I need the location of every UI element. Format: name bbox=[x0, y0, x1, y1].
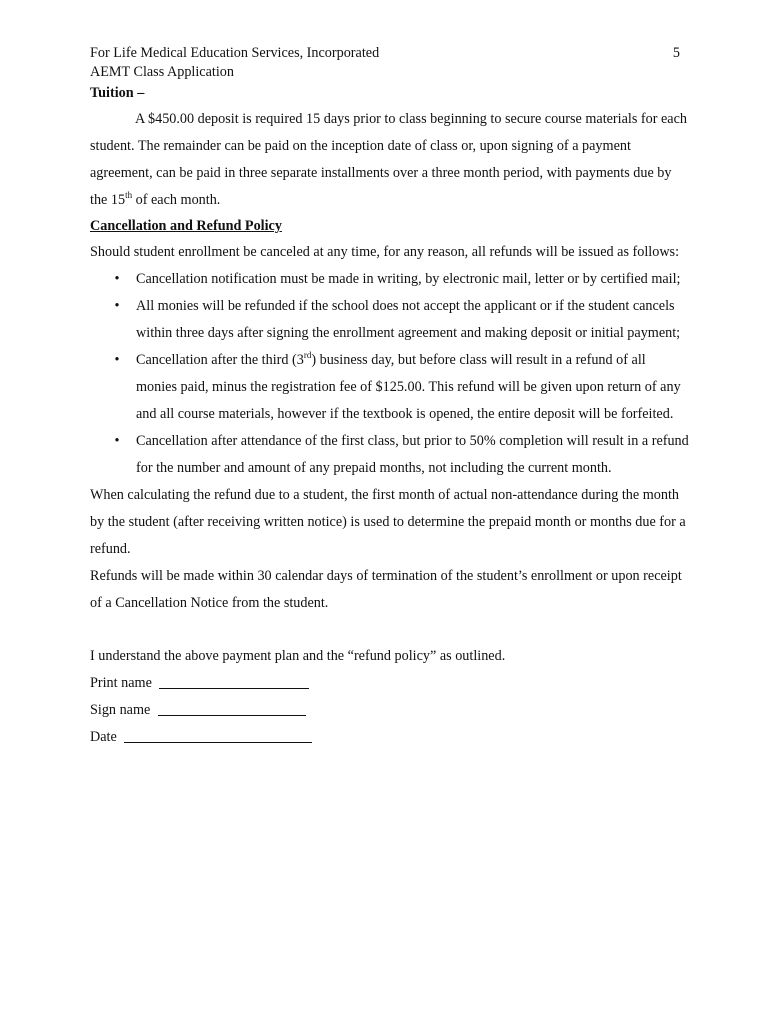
date-label: Date bbox=[90, 729, 117, 745]
date-field[interactable] bbox=[124, 728, 312, 743]
sign-name-label: Sign name bbox=[90, 702, 151, 718]
page-number: 5 bbox=[672, 45, 680, 61]
list-item bbox=[90, 428, 690, 482]
list-item-text: Cancellation after the third (3 bbox=[136, 352, 304, 368]
tuition-heading: Tuition – bbox=[90, 85, 145, 101]
document-page bbox=[90, 44, 690, 751]
refund-conditions-list bbox=[90, 266, 690, 482]
section-spacer bbox=[90, 617, 690, 643]
print-name-field[interactable] bbox=[159, 674, 309, 689]
print-name-label: Print name bbox=[90, 675, 152, 691]
list-item-text: All monies will be refunded if the school does not accept the applicant or if the student cancels within three days after signing the enrollment agreement and making deposit or initial payment; bbox=[136, 298, 681, 341]
signature-field[interactable] bbox=[158, 701, 306, 716]
organization-name: For Life Medical Education Services, Incorporated bbox=[90, 45, 380, 61]
tuition-text: A $450.00 deposit is required 15 days prior to class beginning to secure course materials for each student. The remainder can be paid on the inception date of class or, upon signing of a payment agreement, can be paid in three separate installments over a three month period, with payments due by the 15 bbox=[90, 111, 687, 208]
bullet-icon: • bbox=[114, 271, 120, 287]
tuition-text-end: of each month. bbox=[132, 192, 221, 208]
bullet-icon: • bbox=[114, 433, 120, 449]
list-item-text: Cancellation after attendance of the first class, but prior to 50% completion will result in a refund for the number and amount of any prepaid months, not including the current month. bbox=[136, 433, 689, 476]
bullet-icon: • bbox=[114, 352, 120, 368]
refund-calculation-paragraph: When calculating the refund due to a student, the first month of actual non-attendance during the month by the student (after receiving written notice) is used to determine the prepaid month or months due for a refund. bbox=[90, 487, 686, 557]
refund-intro: Should student enrollment be canceled at any time, for any reason, all refunds will be issued as follows: bbox=[90, 244, 680, 260]
list-item bbox=[90, 293, 690, 347]
bullet-icon: • bbox=[114, 298, 120, 314]
print-name-row bbox=[90, 670, 690, 697]
list-item bbox=[90, 347, 690, 428]
page-header bbox=[90, 44, 690, 63]
list-item bbox=[90, 266, 690, 293]
tuition-superscript: th bbox=[125, 190, 133, 200]
list-item-text: Cancellation notification must be made in writing, by electronic mail, letter or by certified mail; bbox=[136, 271, 681, 287]
acknowledgement-statement: I understand the above payment plan and the “refund policy” as outlined. bbox=[90, 648, 506, 664]
date-row bbox=[90, 724, 690, 751]
list-item-superscript: rd bbox=[303, 350, 312, 360]
sign-name-row bbox=[90, 697, 690, 724]
document-title: AEMT Class Application bbox=[90, 64, 234, 80]
list-item-text-end: ) business day, but before class will result in a refund of all monies paid, minus the registration fee of $125.00. This refund will be given upon return of any and all course materials, however if the textbook is opened, the entire deposit will be forfeited. bbox=[136, 352, 681, 422]
refund-timing-paragraph: Refunds will be made within 30 calendar days of termination of the student’s enrollment or upon receipt of a Cancellation Notice from the student. bbox=[90, 568, 682, 611]
tuition-paragraph bbox=[90, 106, 690, 214]
refund-policy-heading: Cancellation and Refund Policy bbox=[90, 218, 282, 234]
